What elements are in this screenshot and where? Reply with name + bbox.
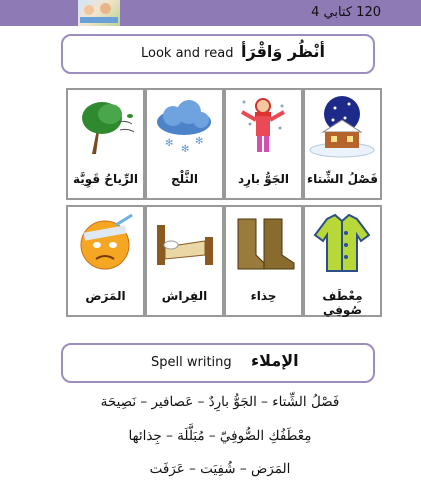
spell-writing-banner bbox=[61, 343, 375, 383]
card-bed bbox=[145, 205, 224, 317]
card-cold bbox=[224, 88, 303, 200]
children-photo bbox=[78, 0, 120, 26]
bed-icon bbox=[151, 211, 218, 275]
page-header bbox=[0, 0, 421, 26]
card-label: مِعْطَف صُوفِي bbox=[322, 289, 363, 317]
card-label: المَرَض bbox=[85, 289, 126, 303]
dictation-line: فَصْلُ الشِّتاء – الجَوُّ بارِدٌ – عَصافير – نَصِيحَة bbox=[100, 394, 340, 410]
card-label: فَصْلُ الشِّتاء bbox=[307, 172, 378, 186]
card-label: حِذاء bbox=[250, 289, 277, 303]
svg-text:✻: ✻ bbox=[165, 138, 174, 149]
spell-arabic: الإملاء bbox=[251, 351, 299, 370]
card-label: الرِّياحُ قَوِيَّة bbox=[72, 172, 139, 186]
look-read-english: Look and read bbox=[141, 46, 234, 61]
card-label: الجَوُّ بارِد bbox=[237, 172, 290, 186]
spell-english: Spell writing bbox=[151, 355, 232, 370]
svg-text:✻: ✻ bbox=[181, 144, 190, 155]
boots-icon bbox=[230, 211, 297, 275]
dictation-line: مِعْطَفُكِ الصُّوفِيّ – مُبَلَّلَة – جِذائها bbox=[128, 428, 312, 444]
windy-tree-icon bbox=[72, 94, 139, 158]
sick-face-icon bbox=[72, 211, 139, 275]
winter-house-icon bbox=[309, 94, 376, 158]
card-wind bbox=[66, 88, 145, 200]
card-boots bbox=[224, 205, 303, 317]
cold-girl-icon bbox=[230, 94, 297, 158]
card-snow bbox=[145, 88, 224, 200]
card-label: الثَّلْج bbox=[170, 172, 199, 186]
card-sick bbox=[66, 205, 145, 317]
snow-cloud-icon bbox=[151, 94, 218, 158]
look-and-read-banner bbox=[61, 34, 375, 74]
look-read-arabic: أنْظُر وَاقْرَأ bbox=[241, 42, 325, 61]
card-label: الفِراش bbox=[161, 289, 208, 303]
card-winter bbox=[303, 88, 382, 200]
dictation-line: المَرَض – شُفِيَت – عَرَفَت bbox=[149, 461, 291, 477]
wool-coat-icon bbox=[309, 211, 376, 275]
page-number-label: 120 كتابي 4 bbox=[311, 5, 381, 20]
svg-text:✻: ✻ bbox=[195, 136, 204, 147]
card-coat bbox=[303, 205, 382, 317]
